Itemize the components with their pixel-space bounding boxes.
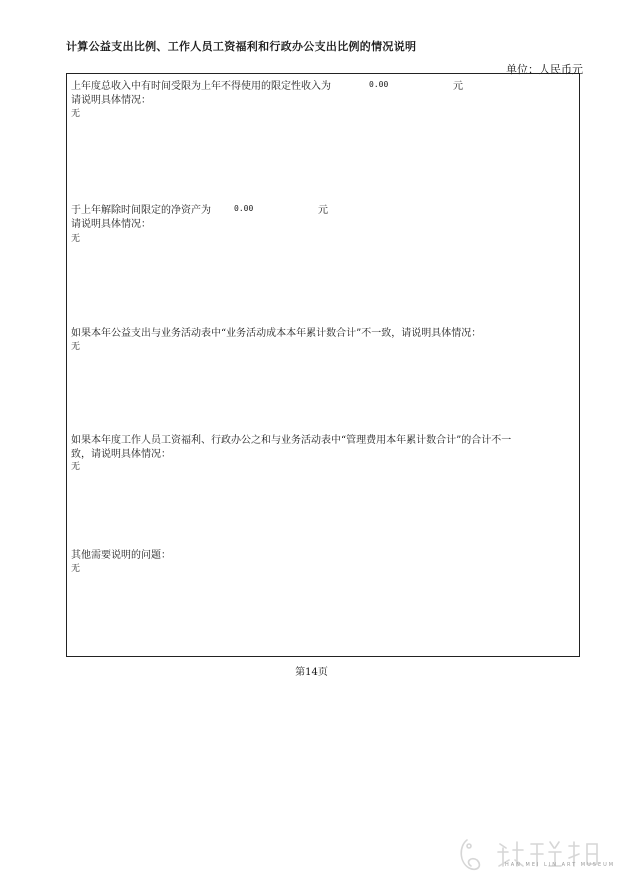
staff-admin-question-line2: 致，请说明具体情况： — [71, 449, 171, 460]
released-assets-amount: 0.00 — [234, 204, 254, 213]
explanation-box — [66, 73, 580, 657]
restricted-income-answer: 无 — [71, 109, 81, 119]
museum-watermark-caption: HAN MEI LIN ART MUSEUM — [505, 862, 616, 868]
released-assets-question: 于上年解除时间限定的净资产为 — [71, 205, 211, 216]
restricted-income-amount: 0.00 — [369, 80, 389, 89]
museum-watermark-logo — [455, 832, 615, 882]
restricted-income-prompt: 请说明具体情况： — [71, 95, 151, 106]
restricted-income-unit: 元 — [453, 81, 463, 92]
released-assets-prompt: 请说明具体情况： — [71, 219, 151, 230]
currency-unit-label: 单位：人民币元 — [506, 63, 583, 76]
restricted-income-question: 上年度总收入中有时间受限为上年不得使用的限定性收入为 — [71, 81, 331, 92]
other-notes-question: 其他需要说明的问题： — [71, 550, 171, 561]
public-welfare-answer: 无 — [71, 342, 81, 352]
released-assets-unit: 元 — [318, 205, 328, 216]
staff-admin-answer: 无 — [71, 462, 81, 472]
public-welfare-question: 如果本年公益支出与业务活动表中“业务活动成本本年累计数合计”不一致，请说明具体情况： — [71, 328, 482, 339]
staff-admin-question-line1: 如果本年度工作人员工资福利、行政办公之和与业务活动表中“管理费用本年累计数合计”的合计不一 — [71, 435, 512, 446]
other-notes-answer: 无 — [71, 564, 81, 574]
released-assets-answer: 无 — [71, 234, 81, 244]
page-title: 计算公益支出比例、工作人员工资福利和行政办公支出比例的情况说明 — [66, 40, 417, 53]
page-number: 第14页 — [295, 667, 328, 678]
